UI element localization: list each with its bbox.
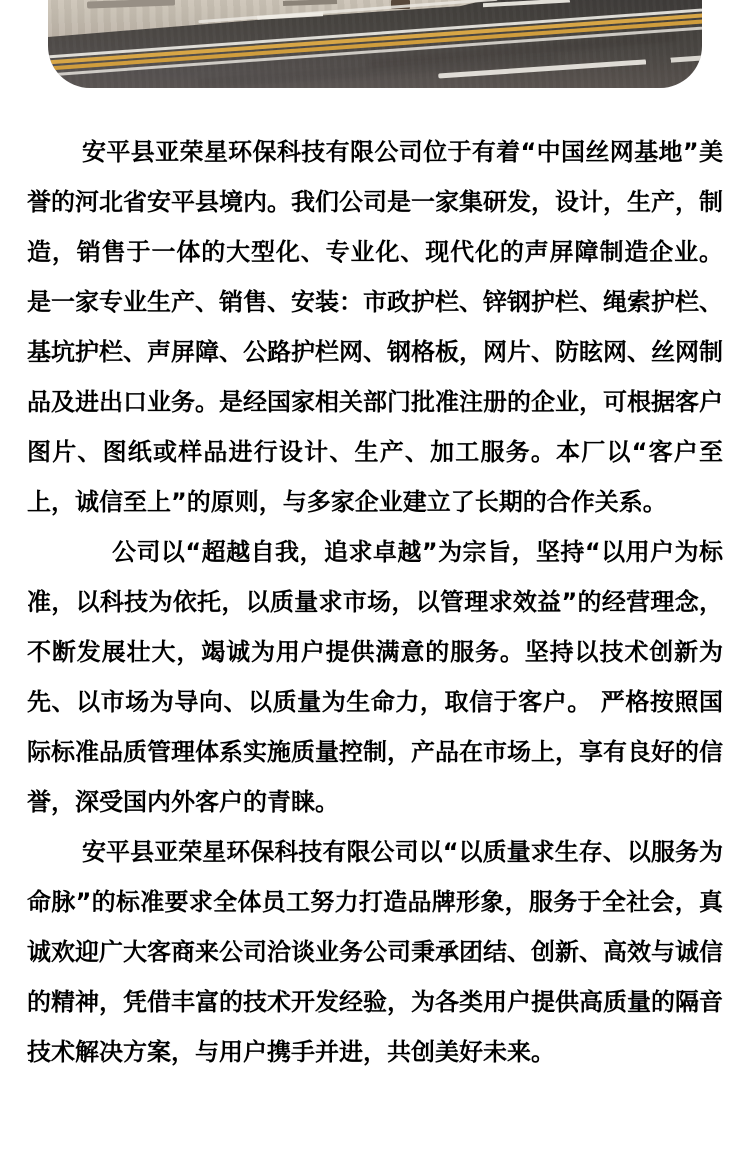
company-intro-article — [27, 127, 723, 1077]
company-intro-paragraph-3: 安平县亚荣星环保科技有限公司以“以质量求生存、以服务为命脉”的标准要求全体员工努力打造品牌形象，服务于全社会，真诚欢迎广大客商来公司洽谈业务公司秉承团结、创新、高效与诚信的精神，凭借丰富的技术开发经验，为各类用户提供高质量的隔音技术解决方案，与用户携手并进，共创美好未来。 — [27, 838, 723, 1066]
company-intro-paragraph-2: 公司以“超越自我，追求卓越”为宗旨，坚持“以用户为标准，以科技为依托，以质量求市场，以管理求效益”的经营理念，不断发展壮大，竭诚为用户提供满意的服务。坚持以技术创新为先、以市场为导向、以质量为生命力，取信于客户。 严格按照国际标准品质管理体系实施质量控制，产品在市场上，享有良好的信誉，深受国内外客户的青睐。 — [27, 538, 723, 816]
company-intro-paragraph-1: 安平县亚荣星环保科技有限公司位于有着“中国丝网基地”美誉的河北省安平县境内。我们公司是一家集研发，设计，生产，制造，销售于一体的大型化、专业化、现代化的声屏障制造企业。 是一家专业生产、销售、安装：市政护栏、锌钢护栏、绳索护栏、基坑护栏、声屏障、公路护栏网、钢格板，网片、防眩网、丝网制品及进出口业务。是经国家相关部门批准注册的企业，可根据客户图片、图纸或样品进行设计、生产、加工服务。本厂以“客户至上，诚信至上”的原则，与多家企业建立了长期的合作关系。 — [27, 138, 723, 516]
road-photo — [48, 0, 702, 88]
